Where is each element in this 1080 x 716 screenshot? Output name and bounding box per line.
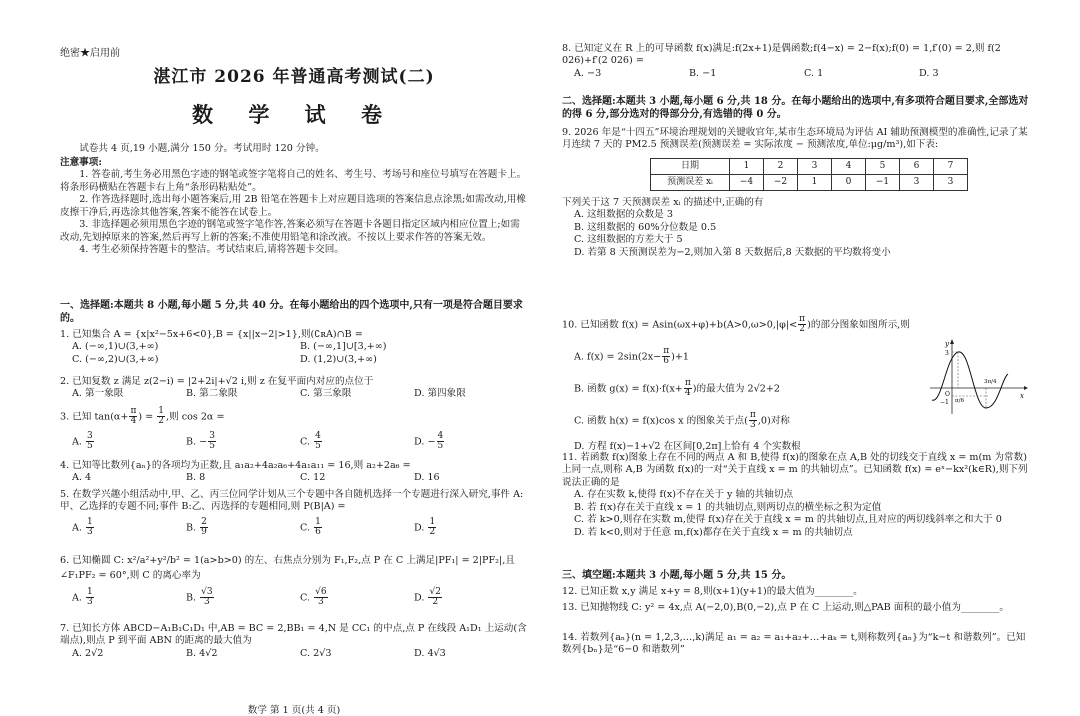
y-label: y bbox=[945, 340, 949, 348]
question-11: 11. 若函数 f(x)图象上存在不同的两点 A 和 B,使得 f(x)的图象在点 A,B 处的切线交于直线 x = m(m 为常数)上同一点,则称 A,B 为函数 f(x)的一对“关于直线 x = m 的共轴切点”。已知函数 f(x) = eˣ−kx²(k∈R),则下列说法正确的是 A. 存在实数 k,使得 f(x)不存在关于 y 轴的共轴切点 B. 若 f(x)存在关于直线 x = 1 的共轴切点,则两切点的横坐标之积为定值 C. 若 k>0,则存在实数 m,使得 f(x)存在关于直线 x = m 的共轴切点,且对应的两切线斜率之和大于 0 D. 若 k<0,则对于任意 m,f(x)都存在关于直线 x = m 的共轴切点 bbox=[562, 452, 1034, 539]
option-d: D. 若 k<0,则对于任意 m,f(x)都存在关于直线 x = m 的共轴切点 bbox=[574, 526, 853, 538]
option-b: B. $\frac{2}{9}$ bbox=[186, 516, 207, 538]
option-a: A. 这组数据的众数是 3 bbox=[574, 209, 673, 221]
option-a: A. $\frac{1}{3}$ bbox=[72, 516, 93, 538]
question-8: 8. 已知定义在 R 上的可导函数 f(x)满足:f(2x+1)是偶函数;f(4−x) = 2−f(x);f(0) = 1,f′(0) = 2,则 f(2 026)+f′(2 026) = A. −3 B. −1 C. 1 D. 3 bbox=[562, 43, 1034, 80]
option-b: B. $\frac{√3}{3}$ bbox=[186, 586, 213, 608]
option-c: C. $\frac{√6}{3}$ bbox=[300, 586, 327, 608]
option-a: A. 第一象限 bbox=[72, 388, 124, 400]
question-1: 1. 已知集合 A = {x|x²−5x+6<0},B = {x||x−2|>1},则(∁ʀA)∩B = A. (−∞,1)∪(3,+∞) B. (−∞,1]∪[3,+∞) C. (−∞,2)∪(3,+∞) D. (1,2)∪(3,+∞) bbox=[60, 329, 528, 366]
tick-minus1: −1 bbox=[940, 399, 949, 406]
section3-heading: 三、填空题:本题共 3 小题,每小题 5 分,共 15 分。 bbox=[562, 570, 792, 581]
note-item: 1. 答卷前,考生务必用黑色字迹的钢笔或签字笔将自己的姓名、考生号、考场号和座位号填写在答题卡上。将条形码横贴在答题卡右上角“条形码粘贴处”。 bbox=[60, 169, 527, 193]
option-c: C. $\frac{1}{6}$ bbox=[300, 516, 321, 538]
option-a: A. $\frac{3}{5}$ bbox=[72, 430, 93, 452]
option-c: C. 第三象限 bbox=[300, 388, 352, 400]
table-row: 日期 1 2 3 4 5 6 7 bbox=[651, 158, 968, 174]
option-b: B. − $\frac{3}{5}$ bbox=[186, 430, 215, 452]
option-a: A. 存在实数 k,使得 f(x)不存在关于 y 轴的共轴切点 bbox=[574, 489, 794, 501]
option-c: C. 若 k>0,则存在实数 m,使得 f(x)存在关于直线 x = m 的共轴切点,且对应的两切线斜率之和大于 0 bbox=[574, 514, 1002, 526]
option-b: B. 函数 g(x) = f(x)·f(x+ $\frac{\pi}{4}$ )的最大值为 2√2+2 bbox=[574, 377, 780, 399]
question-3: 3. 已知 tan(α+ $\frac{\pi}{4}$ ) = $\frac{1}{2}$ ,则 cos 2α = A. $\frac{3}{5}$ B. − $\frac{3}{5}$ C. $\frac{4}{5}$ D. − $\frac{4}{5}$ bbox=[60, 407, 528, 452]
option-d: D. $\frac{√2}{2}$ bbox=[414, 586, 441, 608]
notes-block bbox=[60, 157, 528, 257]
option-a: A. 2√2 bbox=[72, 647, 104, 659]
option-c: C. 函数 h(x) = f(x)cos x 的图象关于点( $\frac{\pi}{3}$ ,0)对称 bbox=[574, 409, 790, 431]
y-axis-arrow-icon bbox=[950, 339, 954, 344]
option-d: D. $\frac{1}{2}$ bbox=[414, 516, 436, 538]
option-c: C. (−∞,2)∪(3,+∞) bbox=[72, 353, 159, 365]
option-d: D. (1,2)∪(3,+∞) bbox=[300, 353, 377, 365]
sine-graph bbox=[928, 338, 1028, 416]
option-d: D. 第四象限 bbox=[414, 388, 466, 400]
tick-3: 3 bbox=[945, 350, 949, 357]
note-item: 4. 考生必须保持答题卡的整洁。考试结束后,请将答题卡交回。 bbox=[79, 244, 344, 256]
subject-title: 数 学 试 卷 bbox=[192, 102, 396, 127]
option-a: A. $\frac{1}{3}$ bbox=[72, 586, 93, 608]
option-d: D. 16 bbox=[414, 472, 440, 484]
exam-title: 湛江市 2026 年普通高考测试(二) bbox=[153, 67, 435, 87]
note-item: 3. 非选择题必须用黑色字迹的钢笔或签字笔作答,答案必须写在答题卡各题目指定区域内相应位置上;如需改动,先划掉原来的答案,然后再写上新的答案;不准使用铅笔和涂改液。不按以上要求作答的答案无效。 bbox=[60, 219, 520, 243]
table-row: 预测误差 xᵢ −4 −2 1 0 −1 3 3 bbox=[651, 174, 968, 190]
x-axis-arrow-icon bbox=[1024, 386, 1028, 390]
question-6: 6. 已知椭圆 C: x²/a²+y²/b² = 1(a>b>0) 的左、右焦点分别为 F₁,F₂,点 P 在 C 上满足|PF₁| = 2|PF₂|,且 ∠F₁PF₂ = 60°,则 C 的离心率为 A. $\frac{1}{3}$ B. $\frac{√3}{3}$ C. $\frac{√6}{3}$ D. $\frac{√2}{2}$ bbox=[60, 555, 528, 608]
page-footer: 数学 第 1 页(共 4 页) bbox=[247, 705, 341, 716]
x-label: x bbox=[1020, 392, 1024, 400]
option-b: B. (−∞,1]∪[3,+∞) bbox=[300, 341, 387, 353]
option-c: C. 12 bbox=[300, 472, 326, 484]
option-d: D. 方程 f(x)−1+√2 在区间[0,2π]上恰有 4 个实数根 bbox=[574, 440, 801, 452]
option-d: D. − $\frac{4}{5}$ bbox=[414, 430, 444, 452]
question-2: 2. 已知复数 z 满足 z(2−i) = |2+2i|+√2 i,则 z 在复平面内对应的点位于 A. 第一象限 B. 第二象限 C. 第三象限 D. 第四象限 bbox=[60, 376, 528, 401]
section1-heading: 一、选择题:本题共 8 小题,每小题 5 分,共 40 分。在每小题给出的四个选项中,只有一项是符合题目要求的。 bbox=[60, 300, 523, 324]
confidential-label: 绝密★启用前 bbox=[60, 48, 120, 59]
question-5: 5. 在数学兴趣小组活动中,甲、乙、丙三位同学计划从三个专题中各自随机选择一个专题进行深入研究,事件 A:甲、乙选择的专题不同;事件 B:乙、丙选择的专题相同,则 P(B|A) = A. $\frac{1}{3}$ B. $\frac{2}{9}$ C. $\frac{1}{6}$ D. $\frac{1}{2}$ bbox=[60, 489, 528, 538]
option-b: B. −1 bbox=[689, 67, 717, 79]
notes-heading: 注意事项: bbox=[60, 157, 102, 168]
option-a: A. 4 bbox=[72, 472, 92, 484]
option-d: D. 4√3 bbox=[414, 647, 446, 659]
option-a: A. (−∞,1)∪(3,+∞) bbox=[72, 341, 159, 353]
option-c: C. 1 bbox=[804, 67, 824, 79]
tick-pi6: π/6 bbox=[955, 398, 964, 404]
question-10: 10. 已知函数 f(x) = Asin(ωx+φ)+b(A>0,ω>0,|φ|< $\frac{\pi}{2}$ )的部分图象如图所示,则 A. f(x) = 2sin(2x− $\frac{\pi}{6}$ )+1 B. 函数 g(x) = f(x)·f(x+ $\frac{\pi}{4}$ )的最大值为 2√2+2 C. 函数 h(x) = f(x)cos x 的图象关于点( $\frac{\pi}{3}$ ,0)对称 D. 方程 f(x)−1+√2 在区间[0,2π]上恰有 4 个实数根 bbox=[562, 315, 922, 453]
question-14: 14. 若数列{aₙ}(n = 1,2,3,…,k)满足 a₁ = a₂ = a₁+a₂+…+aₖ = t,则称数列{aₙ}为“k−t 和谐数列”。已知数列{bₙ}是“6−0 和谐数列” bbox=[562, 632, 1026, 656]
error-table bbox=[650, 158, 968, 191]
option-b: B. 这组数据的 60%分位数是 0.5 bbox=[574, 221, 717, 233]
question-9: 9. 2026 年是“十四五”环境治理规划的关键收官年,某市生态环境局为评估 AI 辅助预测模型的准确性,记录了某月连续 7 天的 PM2.5 预测误差(预测误差 = 实际浓度 − 预测浓度,单位:μg/m³),如下表: 日期 1 2 3 4 5 6 7 预测误差 xᵢ −4 −2 1 0 −1 3 3 下列关于这 7 天预测误差 xᵢ 的描述中,正确的有 A. 这组数据的众数是 3 B. 这组数据的 60%分位数是 0.5 C. 这组数据的方差大于 5 D. 若第 8 天预测误差为−2,则加入第 8 天数据后,8 天数据的平均数将变小 bbox=[562, 127, 1034, 259]
option-a: A. f(x) = 2sin(2x− $\frac{\pi}{6}$ )+1 bbox=[574, 345, 689, 367]
option-c: C. 这组数据的方差大于 5 bbox=[574, 234, 683, 246]
option-b: B. 8 bbox=[186, 472, 206, 484]
question-13: 13. 已知抛物线 C: y² = 4x,点 A(−2,0),B(0,−2),点 P 在 C 上运动,则△PAB 面积的最小值为________。 bbox=[562, 602, 1009, 613]
intro-line: 试卷共 4 页,19 小题,满分 150 分。考试用时 120 分钟。 bbox=[79, 143, 325, 154]
note-item: 2. 作答选择题时,选出每小题答案后,用 2B 铅笔在答题卡上对应题目选项的答案信息点涂黑;如需改动,用橡皮擦干净后,再选涂其他答案,答案不能答在试卷上。 bbox=[60, 194, 526, 218]
option-b: B. 若 f(x)存在关于直线 x = 1 的共轴切点,则两切点的横坐标之积为定值 bbox=[574, 501, 882, 513]
option-b: B. 第二象限 bbox=[186, 388, 238, 400]
option-d: D. 若第 8 天预测误差为−2,则加入第 8 天数据后,8 天数据的平均数将变小 bbox=[574, 246, 891, 258]
option-b: B. 4√2 bbox=[186, 647, 218, 659]
option-c: C. $\frac{4}{5}$ bbox=[300, 430, 321, 452]
question-4: 4. 已知等比数列{aₙ}的各项均为正数,且 a₁a₂+4a₂a₆+4a₁a₁₁ = 16,则 a₂+2a₆ = A. 4 B. 8 C. 12 D. 16 bbox=[60, 460, 528, 485]
option-d: D. 3 bbox=[919, 67, 939, 79]
origin-label: O bbox=[945, 391, 950, 398]
section2-heading: 二、选择题:本题共 3 小题,每小题 6 分,共 18 分。在每小题给出的选项中,有多项符合题目要求,全部选对的得 6 分,部分选对的得部分分,有选错的得 0 分。 bbox=[562, 96, 1029, 120]
option-c: C. 2√3 bbox=[300, 647, 332, 659]
question-7: 7. 已知长方体 ABCD−A₁B₁C₁D₁ 中,AB = BC = 2,BB₁ = 4,N 是 CC₁ 的中点,点 P 在线段 A₁D₁ 上运动(含端点),则点 P 到平面 ABN 的距离的最大值为 A. 2√2 B. 4√2 C. 2√3 D. 4√3 bbox=[60, 623, 527, 659]
option-a: A. −3 bbox=[574, 67, 602, 79]
question-12: 12. 已知正数 x,y 满足 x+y = 8,则(x+1)(y+1)的最大值为________。 bbox=[562, 586, 863, 597]
tick-3pi4: 3π/4 bbox=[984, 379, 997, 385]
